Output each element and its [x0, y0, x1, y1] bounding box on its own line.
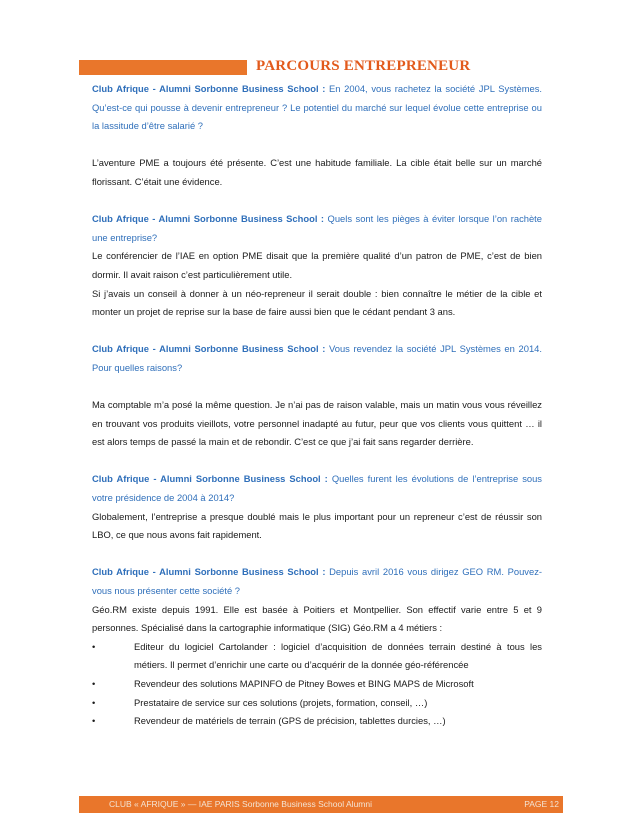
- question-3: [92, 340, 542, 377]
- interview-body: [92, 80, 542, 731]
- question-5-speaker: Club Afrique - Alumni Sorbonne Business School :: [92, 566, 326, 578]
- question-3-text: Vous revendez la société JPL Systèmes en 2014. Pour quelles raisons?: [92, 343, 542, 373]
- list-item: [92, 712, 542, 731]
- list-item-text: Revendeur de matériels de terrain (GPS de précision, tablettes durcies, …): [134, 715, 446, 727]
- list-item: [92, 675, 542, 694]
- answer-1: L’aventure PME a toujours été présente. C’est une habitude familiale. La cible était belle sur un marché florissant. C’était une évidence.: [92, 157, 542, 187]
- footer-bar: [79, 796, 563, 813]
- question-2-speaker: Club Afrique - Alumni Sorbonne Business School :: [92, 213, 325, 225]
- question-1: [92, 80, 542, 136]
- question-1-speaker: Club Afrique - Alumni Sorbonne Business School :: [92, 83, 326, 94]
- answer-3: Ma comptable m’a posé la même question. Je n’ai pas de raison valable, mais un matin vous vous réveillez en trouvant vos produits vieillots, votre personnel inadapté au futur, peur que vos clients vous quittent … il est alors temps de passé la main et de rebondir. C’est ce que j’ai fait sans regarder derrière.: [92, 399, 542, 448]
- page-title: PARCOURS ENTREPRENEUR: [256, 58, 471, 74]
- answer-2-part-2: Si j’avais un conseil à donner à un néo-repreneur il serait double : bien connaître le métier de la cible et monter un projet de reprise sur la base de faire aussi bien que le cédant pendant 3 ans.: [92, 287, 542, 318]
- bullet-mark: •: [92, 640, 96, 652]
- question-4-speaker: Club Afrique - Alumni Sorbonne Business School :: [92, 473, 328, 485]
- answer-2-part-1: Le conférencier de l’IAE en option PME disait que la première qualité d’un patron de PME, c’est de bien dormir. Il avait raison c’est particulièrement utile.: [92, 250, 542, 280]
- question-3-speaker: Club Afrique - Alumni Sorbonne Business School :: [92, 343, 326, 355]
- bullet-mark: •: [92, 678, 96, 689]
- question-1-text: En 2004, vous rachetez la société JPL Systèmes. Qu’est-ce qui pousse à devenir entrepreneur ? Le potentiel du marché sur lequel évolue cette entreprise ou la lassitude d’être salarié ?: [92, 83, 543, 132]
- question-2: [92, 210, 542, 247]
- footer-caption: CLUB « AFRIQUE » — IAE PARIS Sorbonne Business School Alumni: [109, 799, 372, 809]
- answer-5: Géo.RM existe depuis 1991. Elle est basée à Poitiers et Montpellier. Son effectif varie entre 5 et 9 personnes. Spécialisé dans la cartographie informatique (SIG) Géo.RM a 4 métiers :: [92, 603, 542, 634]
- list-item-text: Editeur du logiciel Cartolander : logiciel d’acquisition de données terrain destiné à tous les métiers. Il permet d’enrichir une carte ou d’acquérir de la donnée géo-référencée: [134, 640, 542, 671]
- bullet-mark: •: [92, 696, 96, 708]
- list-item-text: Revendeur des solutions MAPINFO de Pitney Bowes et BING MAPS de Microsoft: [134, 678, 474, 689]
- question-4-text: Quelles furent les évolutions de l’entreprise sous votre présidence de 2004 à 2014?: [92, 473, 542, 504]
- page-number: PAGE 12: [524, 799, 559, 809]
- list-item: [92, 638, 542, 675]
- list-item-text: Prestataire de service sur ces solutions (projets, formation, conseil, …): [134, 696, 428, 708]
- question-5-text: Depuis avril 2016 vous dirigez GEO RM. Pouvez-vous nous présenter cette société ?: [92, 566, 543, 597]
- list-item: [92, 694, 542, 713]
- question-5: [92, 563, 542, 600]
- header-accent-bar: [79, 60, 247, 75]
- question-4: [92, 470, 542, 507]
- bullet-mark: •: [92, 715, 96, 727]
- answer-4: Globalement, l’entreprise a presque doublé mais le plus important pour un repreneur c’est de réussir son LBO, ce que nous avons fait rapidement.: [92, 510, 542, 541]
- question-2-text: Quels sont les pièges à éviter lorsque l’on rachète une entreprise?: [92, 213, 543, 243]
